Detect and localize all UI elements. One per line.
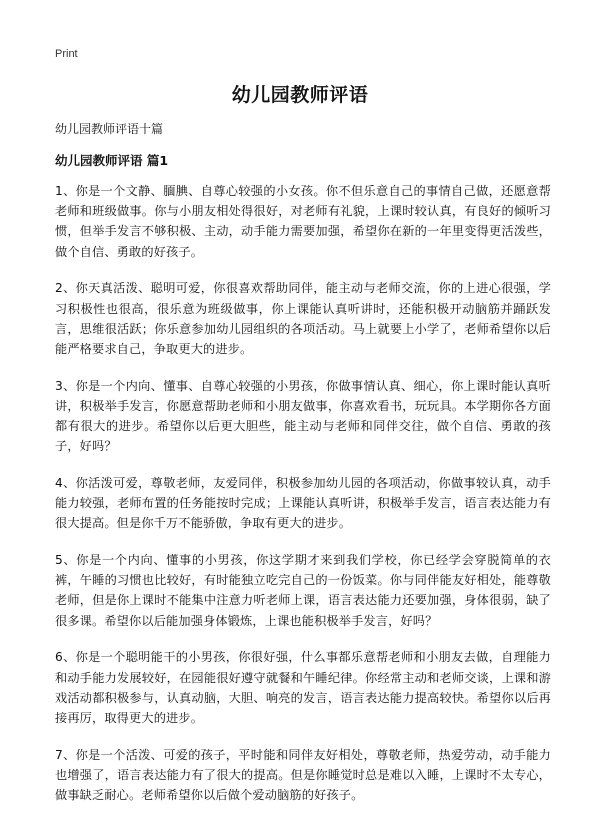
paragraph-4: 4、你活泼可爱，尊敬老师，友爱同伴，积极参加幼儿园的各项活动，你做事较认真，动手能力较强，老师布置的任务能按时完成；上课能认真听讲，积极举手发言，语言表达能力有很大提高。但是你千万不能骄傲，争取有更大的进步。 <box>55 475 551 531</box>
page-title: 幼儿园教师评语 <box>231 84 369 106</box>
paragraph-1: 1、你是一个文静、腼腆、自尊心较强的小女孩。你不但乐意自己的事情自己做，还愿意帮老师和班级做事。你与小朋友相处得很好，对老师有礼貌，上课时较认真，有良好的倾听习惯，但举手发言不够积极、主动，动手能力需要加强，希望你在新的一年里变得更活泼些，做个自信、勇敢的好孩子。 <box>55 184 551 259</box>
paragraph-2: 2、你天真活泼、聪明可爱，你很喜欢帮助同伴，能主动与老师交流，你的上进心很强，学习积极性也很高，很乐意为班级做事，你上课能认真听讲时，还能积极开动脑筋并踊跃发言，思维很活跃；你乐意参加幼儿园组织的各项活动。马上就要上小学了，老师希望你以后能严格要求自己，争取更大的进步。 <box>55 281 551 356</box>
print-link[interactable]: Print <box>55 48 78 60</box>
paragraph-3: 3、你是一个内向、懂事、自尊心较强的小男孩，你做事情认真、细心，你上课时能认真听讲，积极举手发言，你愿意帮助老师和小朋友做事，你喜欢看书，玩玩具。本学期你各方面都有很大的进步。希望你以后更大胆些，能主动与老师和同伴交往，做个自信、勇敢的孩子，好吗？ <box>55 378 551 454</box>
paragraph-7: 7、你是一个活泼、可爱的孩子，平时能和同伴友好相处，尊敬老师，热爱劳动，动手能力也增强了，语言表达能力有了很大的提高。但是你睡觉时总是难以入睡，上课时不太专心，做事缺乏耐心。老师希望你以后做个爱动脑筋的好孩子。 <box>55 747 551 803</box>
paragraph-list <box>55 181 551 822</box>
paragraph-5: 5、你是一个内向、懂事的小男孩，你这学期才来到我们学校，你已经学会穿脱简单的衣裤，午睡的习惯也比较好，有时能独立吃完自己的一份饭菜。你与同伴能友好相处，能尊敬老师，但是你上课时不能集中注意力听老师上课，语言表达能力还要加强，身体很弱，缺了很多课。希望你以后能加强身体锻炼，上课也能积极举手发言，好吗？ <box>55 553 551 628</box>
section-heading: 幼儿园教师评语 篇1 <box>55 153 169 168</box>
document-subtitle: 幼儿园教师评语十篇 <box>55 122 164 136</box>
paragraph-6: 6、你是一个聪明能干的小男孩，你很好强，什么事都乐意帮老师和小朋友去做，自理能力和动手能力发展较好，在园能很好遵守就餐和午睡纪律。你经常主动和老师交谈，上课和游戏活动都积极参与，认真动脑，大胆、响亮的发言，语言表达能力提高较快。希望你以后再接再厉，取得更大的进步。 <box>55 650 551 725</box>
